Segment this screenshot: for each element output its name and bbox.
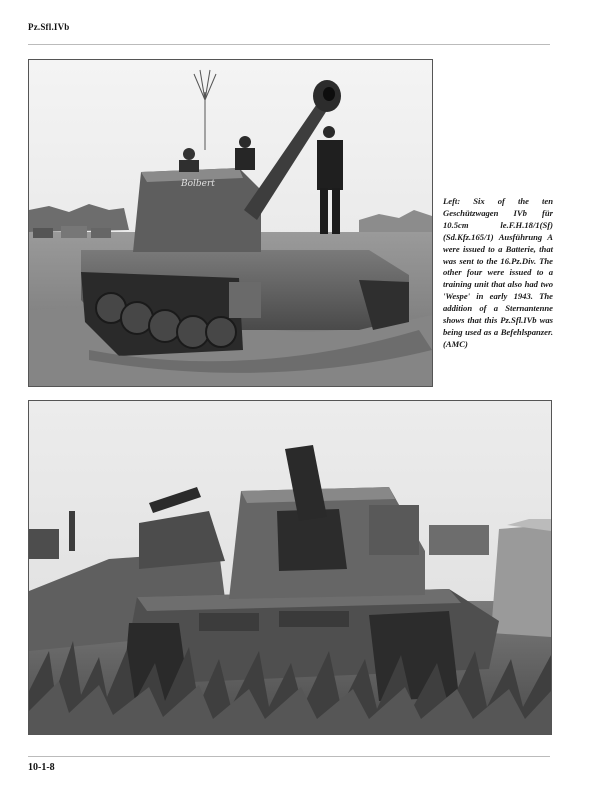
running-header: Pz.Sfl.IVb bbox=[28, 22, 70, 32]
vehicle-marking: Bolbert bbox=[181, 179, 215, 189]
page-number: 10-1-8 bbox=[28, 762, 55, 773]
photo-top bbox=[28, 59, 433, 387]
photo-caption: Left: Six of the ten Geschützwagen IVb für 10.5cm le.F.H.18/1(Sf) (Sd.Kfz.165/1) Ausführung A were issued to a Batterie, that was sent to the 16.Pz.Div. The other four were issued to a training unit that also had two 'Wespe' in early 1943. The addition of a Sternantenne shows that this Pz.Sfl.IVb was being used as a Befehlspanzer. (AMC) bbox=[443, 196, 553, 349]
photo-top-illustration bbox=[29, 60, 432, 386]
header-divider bbox=[28, 44, 550, 45]
photo-bottom bbox=[28, 400, 552, 735]
footer-divider bbox=[28, 756, 550, 757]
photo-bottom-illustration bbox=[29, 401, 551, 734]
